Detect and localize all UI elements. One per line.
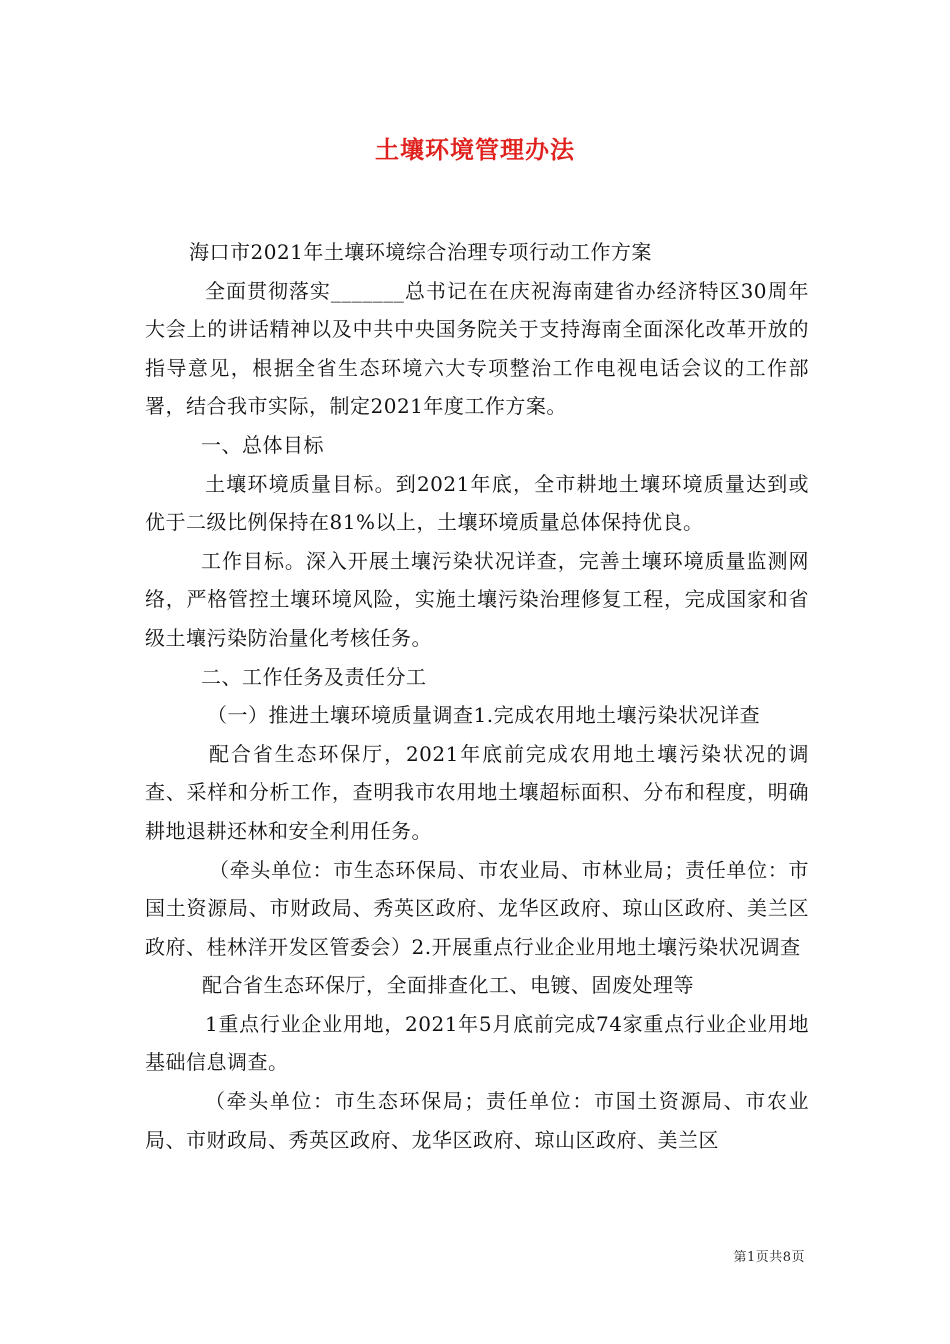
paragraph-farmland-survey: 配合省生态环保厅，2021年底前完成农用地土壤污染状况的调查、采样和分析工作，查明我市农用地土壤超标面积、分布和程度，明确耕地退耕还林和安全利用任务。	[145, 741, 809, 843]
document-title: 土壤环境管理办法	[375, 135, 575, 164]
paragraph-responsible-units-2: （牵头单位：市生态环保局；责任单位：市国土资源局、市农业局、市财政局、秀英区政府、龙华区政府、琼山区政府、美兰区	[145, 1089, 809, 1152]
heading-tasks: 二、工作任务及责任分工	[201, 664, 427, 689]
paragraph-work-goal: 工作目标。深入开展土壤污染状况详查，完善土壤环境质量监测网络，严格管控土壤环境风险，实施土壤污染治理修复工程，完成国家和省级土壤污染防治量化考核任务。	[145, 548, 809, 650]
page-number: 第1页共8页	[733, 1250, 805, 1265]
document-subtitle: 海口市2021年土壤环境综合治理专项行动工作方案	[189, 240, 652, 264]
paragraph-industry-survey: 1重点行业企业用地，2021年5月底前完成74家重点行业企业用地基础信息调查。	[145, 1011, 809, 1075]
paragraph-quality-goal: 土壤环境质量目标。到2021年底，全市耕地土壤环境质量达到或优于二级比例保持在81%以上，土壤环境质量总体保持优良。	[145, 471, 809, 535]
heading-overall-goal: 一、总体目标	[201, 432, 324, 457]
paragraph-intro: 全面贯彻落实_______总书记在在庆祝海南建省办经济特区30周年大会上的讲话精神以及中共中央国务院关于支持海南全面深化改革开放的指导意见，根据全省生态环境六大专项整治工作电视电话会议的工作部署，结合我市实际，制定2021年度工作方案。	[145, 278, 809, 419]
paragraph-responsible-units-1: （牵头单位：市生态环保局、市农业局、市林业局；责任单位：市国土资源局、市财政局、秀英区政府、龙华区政府、琼山区政府、美兰区政府、桂林洋开发区管委会）2.开展重点行业企业用地土壤污染状况调查	[145, 857, 809, 959]
paragraph-task-1: （一）推进土壤环境质量调查1.完成农用地土壤污染状况详查	[207, 703, 761, 728]
document-body	[145, 233, 809, 1159]
paragraph-industry-check: 配合省生态环保厅，全面排查化工、电镀、固废处理等	[202, 973, 694, 998]
